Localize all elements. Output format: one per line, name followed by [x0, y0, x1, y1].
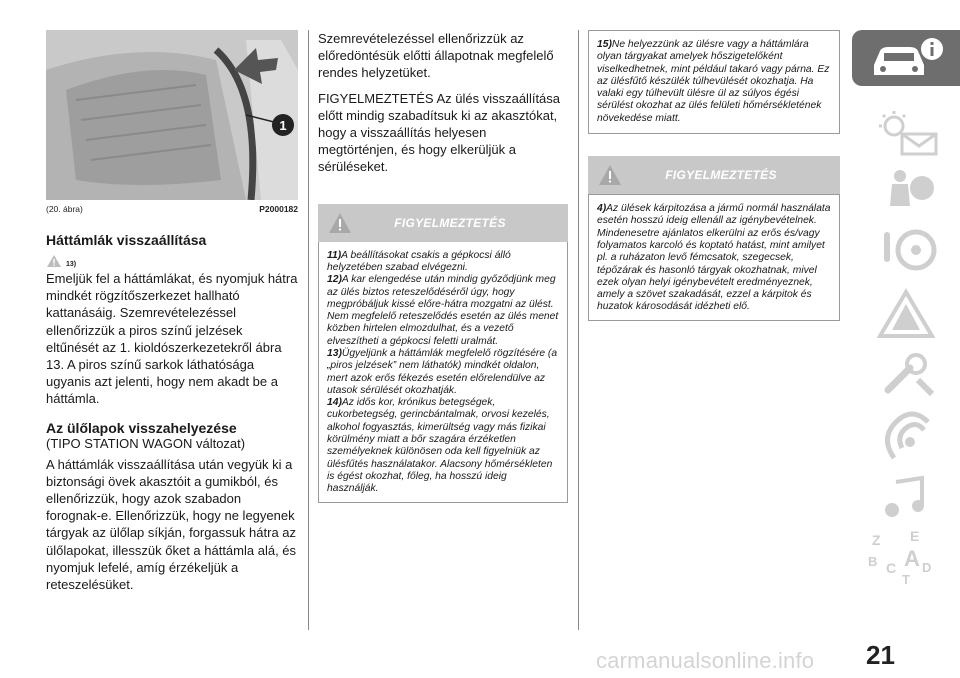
multimedia-icon: [866, 472, 946, 522]
index-letter: E: [910, 528, 920, 544]
index-letter: T: [902, 572, 910, 587]
warning-body: [588, 194, 840, 321]
sidebar-item-service[interactable]: [852, 346, 960, 404]
warning-item: 15)Ne helyezzünk az ülésre vagy a háttámlára olyan tárgyakat amelyek hőszigetelőként viselkedhetnek, mint például takaró vagy párna. Ez az ülésfűtő készülék túlhevülését okozhatja. Ha valaki egy túlhevült ülésre ül az súlyos égési sérülést okozhat az ülés felületi hőmérsékletének növekedése miatt.: [597, 39, 830, 124]
sidebar-item-dashboard[interactable]: [852, 104, 960, 162]
warning-body: [318, 242, 568, 503]
paragraph: Emeljük fel a háttámlákat, és nyomjuk hátra mindkét rögzítőszerkezet hallható kattanásáig. Szemrevételezéssel ellenőrizzük a piros színű jelzések eltűnését az 1. kioldószerkezetekről ábra 13. A piros színű sarkok láthatósága ugyanis azt jelenti, hogy nem akadt be a háttámla.: [46, 271, 298, 407]
section-heading: Háttámlák visszaállítása: [46, 232, 207, 248]
column-2: [318, 30, 568, 503]
sidebar-item-index[interactable]: [852, 526, 960, 590]
warning-box: [318, 204, 568, 503]
column-1: [46, 30, 298, 593]
warning-item: 13)Ügyeljünk a háttámlák megfelelő rögzítésére (a „piros jelzések” nem láthatók) mindkét oldalon, mert azok erős fékezés esetén előrelendülve az utasok sérülését okozhatják.: [327, 348, 558, 396]
column-3: [588, 30, 840, 321]
warning-item: 14)Az idős kor, krónikus betegségek, cukorbetegség, gerincbántalmak, orvosi kezelés, alkohol fogyasztás, kimerültség vagy más fizikai körülmény miatt a bőr szagára érzéketlen személyeknek különösen oda kell figyelniük az ülésfűtés használatakor. Alacsony hőmérsékleten is égést okozhat, főleg, ha hosszú ideig használják.: [327, 397, 553, 495]
chapter-sidebar: [852, 30, 960, 590]
dashboard-lights-icon: [866, 108, 946, 158]
figure-photo: [46, 30, 298, 200]
wrench-service-icon: [866, 350, 946, 400]
warning-triangle-icon: [46, 254, 62, 268]
car-info-icon: [866, 35, 946, 81]
warning-triangle-icon: [328, 212, 352, 234]
callout-marker: [272, 114, 294, 136]
sidebar-item-multimedia[interactable]: [852, 468, 960, 526]
figure-caption: [46, 204, 298, 214]
warning-header: [588, 156, 840, 194]
warning-header: [318, 204, 568, 242]
warning-item: 12)A kar elengedése után mindig győződjünk meg az ülés biztos reteszelődéséről úgy, hogy megpróbáljuk kissé előre-hátra mozgatni az ülést. Nem megfelelő reteszelődés esetén az ülés menet közben hirtelen elmozdulhat, és a vezető elveszítheti a gépkocsi feletti uralmát.: [327, 274, 559, 347]
sidebar-item-technical[interactable]: [852, 404, 960, 468]
technical-data-icon: [866, 408, 946, 464]
subsection-heading: Az ülőlapok visszahelyezése: [46, 419, 237, 436]
callout-number: 1: [279, 117, 287, 133]
paragraph: A háttámlák visszaállítása után vegyük ki a biztonsági övek akasztóit a gumikból, és ellenőrizzük, hogy azok szabadon forognak-e. Ellenőrizzük, hogy ne legyenek tárgyak az ülőlap síkján, forgassuk hátra az ülőlapokat, illesszük őket a háttámla alá, és nyomjuk lefelé, amíg érzékeljük a reteszelésüket.: [46, 456, 297, 593]
warning-triangle-icon: [598, 164, 622, 186]
column-divider: [578, 30, 579, 630]
warning-title: FIGYELMEZTETÉS: [394, 215, 506, 230]
index-letter: C: [886, 560, 897, 576]
warning-triangle-icon: [866, 286, 946, 342]
seat-latch-illustration: [46, 30, 298, 200]
warning-title: FIGYELMEZTETÉS: [665, 168, 777, 183]
note-number: 13): [66, 261, 77, 268]
warning-continuation: [588, 30, 840, 134]
sidebar-item-driving[interactable]: [852, 218, 960, 282]
index-letter: Z: [872, 532, 881, 548]
subsection-note: (TIPO STATION WAGON változat): [46, 435, 246, 451]
airbag-safety-icon: [866, 166, 946, 214]
warning-box: [588, 156, 840, 321]
index-letter: D: [922, 560, 932, 575]
note-reference: [46, 250, 298, 268]
sidebar-item-safety[interactable]: [852, 162, 960, 218]
sidebar-item-emergency[interactable]: [852, 282, 960, 346]
sidebar-item-car-info[interactable]: [852, 30, 960, 86]
warning-item: 11)A beállításokat csakis a gépkocsi álló helyzetében szabad elvégezni.: [327, 249, 511, 273]
page-number: 21: [866, 640, 895, 670]
index-letter: B: [868, 554, 878, 569]
figure-code: P2000182: [259, 204, 298, 214]
column-divider: [308, 30, 309, 630]
paragraph: Szemrevételezéssel ellenőrizzük az előredöntésük előtti állapotnak megfelelő rendes helyzetüket.: [318, 31, 554, 81]
warning-item: 4)Az ülések kárpitozása a jármű normál használata esetén hosszú ideig ellenáll az igénybevételnek. Mindenesetre ajánlatos elkerülni az erős és/vagy folyamatos karcoló és koptató hatást, mint amilyet pl. a ruházaton levő fémcsatok, szegecsek, tépőzárak és hasonló tárgyak okozhatnak, mivel ezek olyan helyi igénybevételt eredményeznek, amely a szövet szakadását, ezzel a kárpitok és huzatok károsodását idézheti elő.: [597, 203, 831, 313]
figure-label: (20. ábra): [46, 204, 83, 214]
paragraph: FIGYELMEZTETÉS Az ülés visszaállítása előtt mindig szabadítsuk ki az akasztókat, hogy a visszaállítás helyesen megtörténjen, és hogy elkerüljük a sérüléseket.: [318, 90, 561, 175]
index-letter: A: [904, 546, 920, 571]
watermark-footer: carmanualsonline.info: [596, 648, 815, 673]
steering-wheel-icon: [866, 222, 946, 278]
